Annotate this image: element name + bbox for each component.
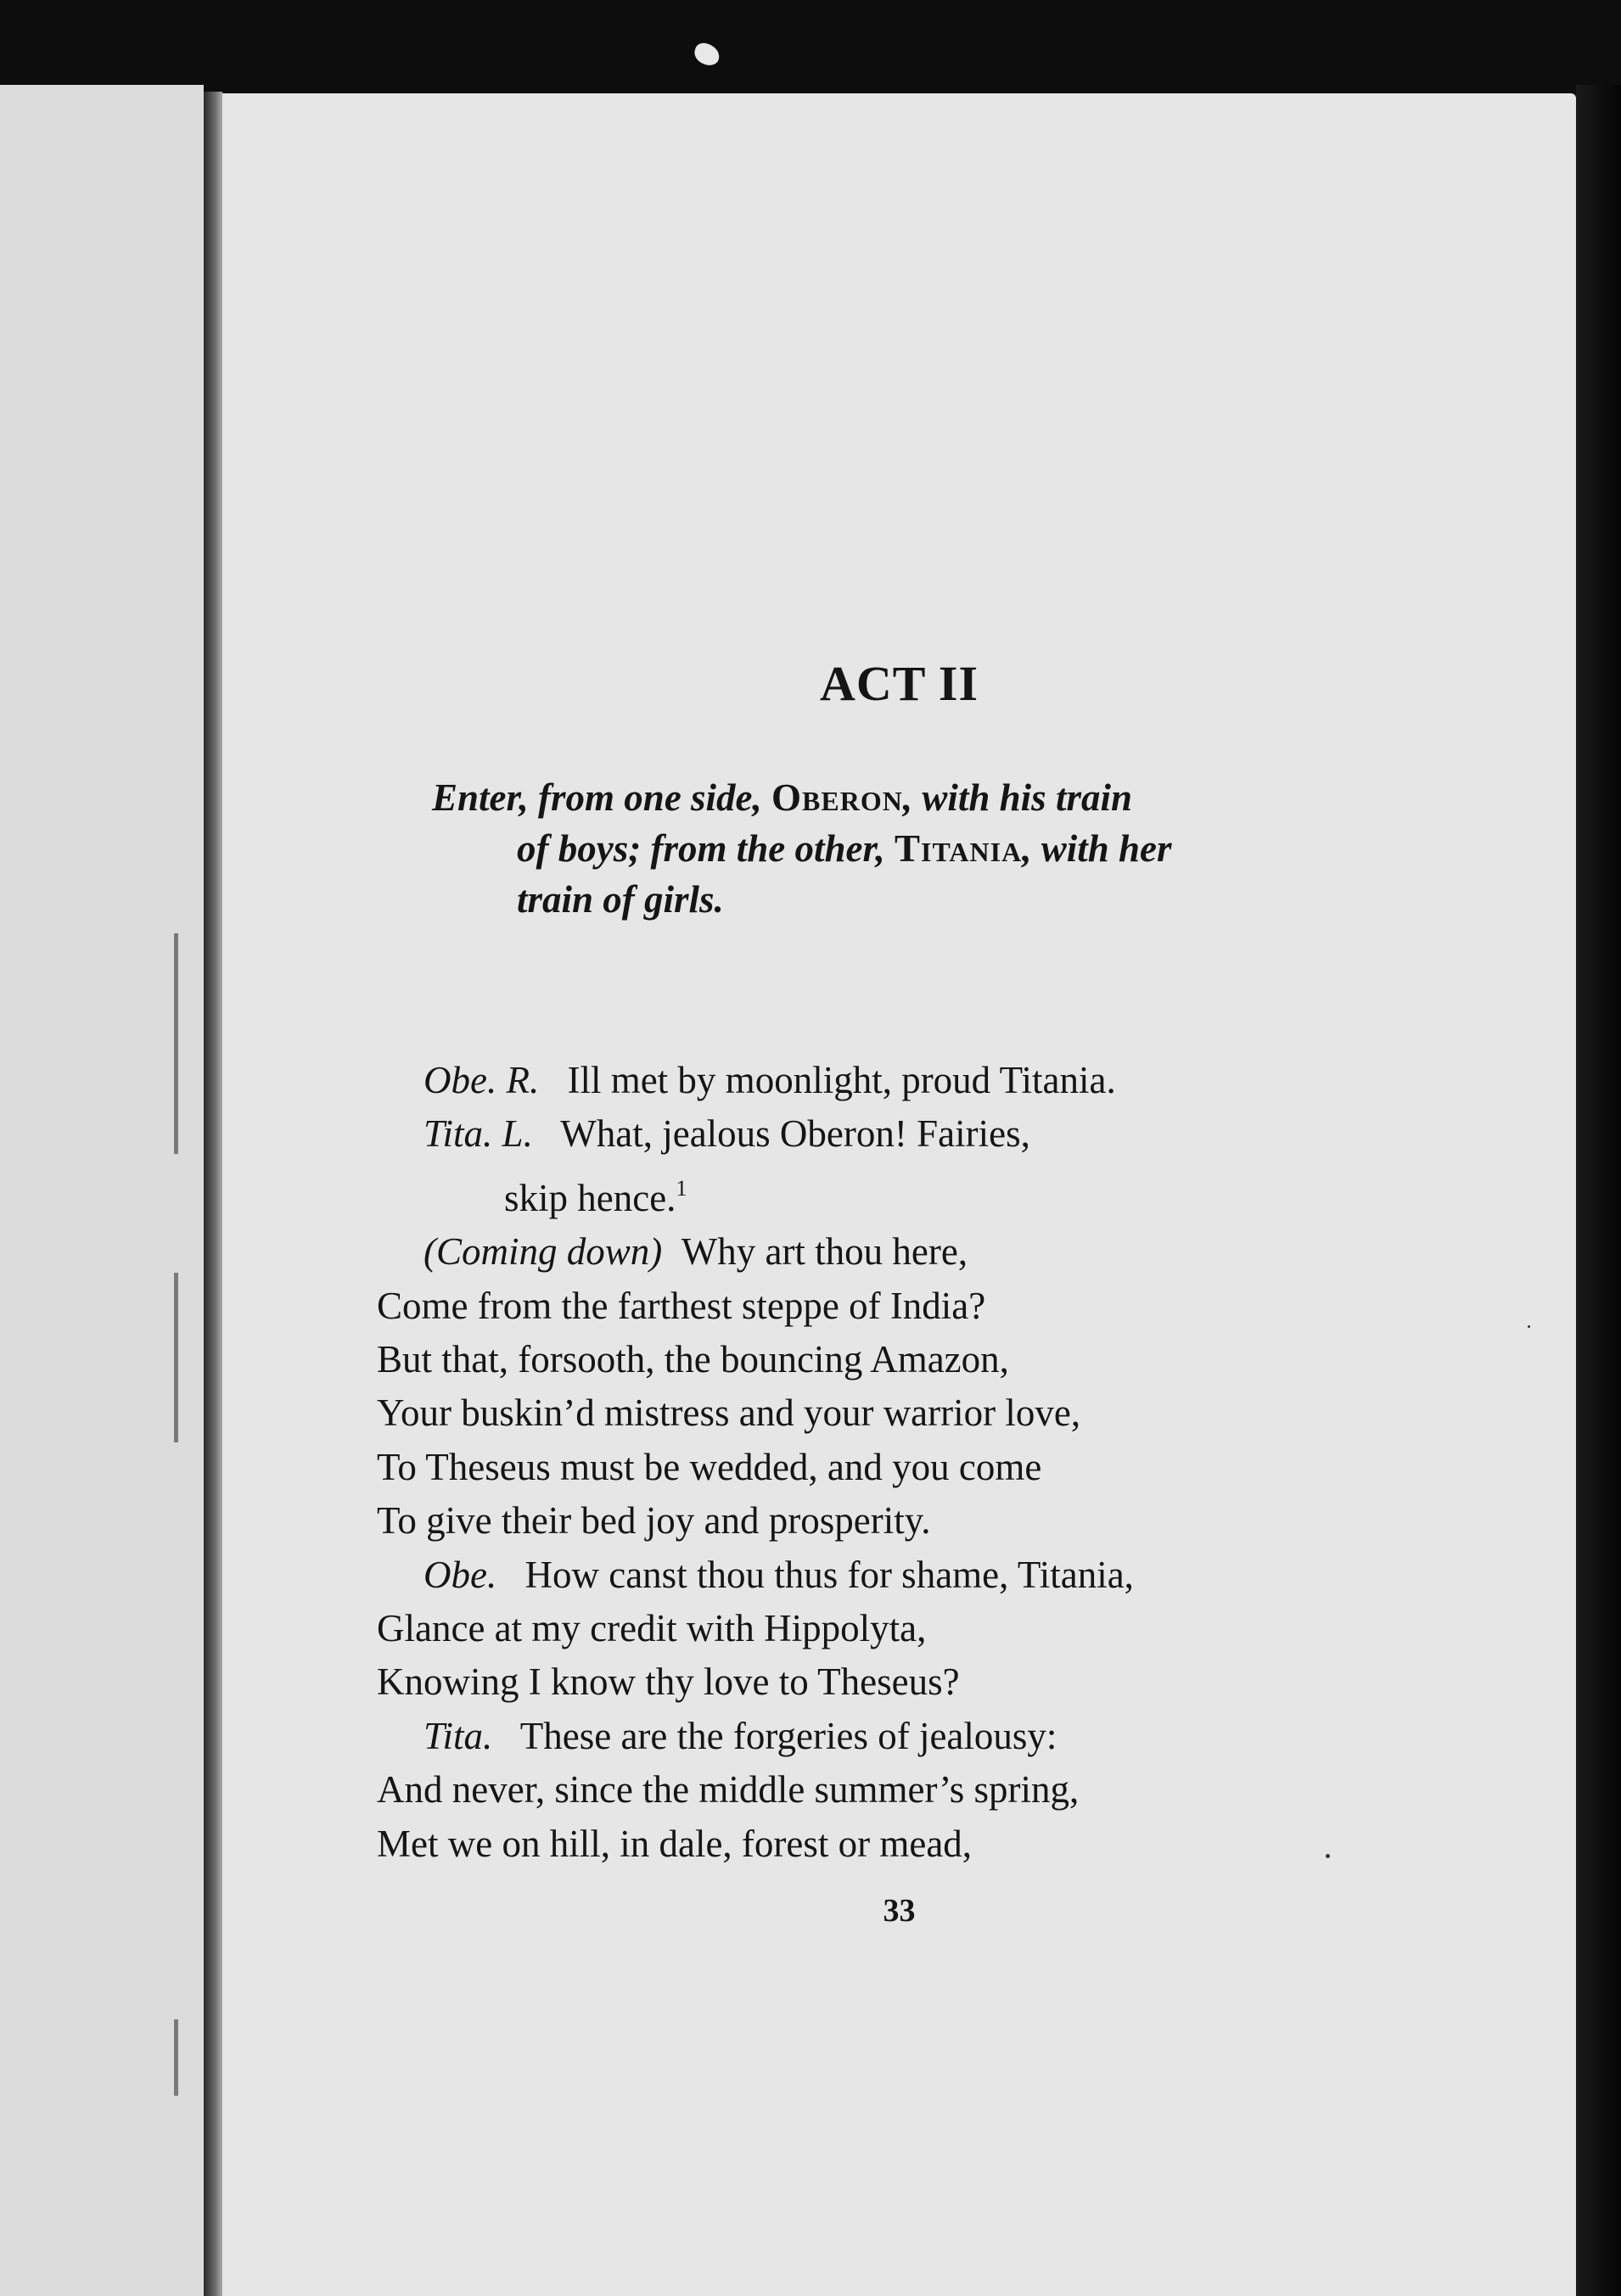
speaker-label: Tita. L. (423, 1112, 533, 1156)
verse-line: To Theseus must be wedded, and you come (377, 1445, 1042, 1488)
scan-border (1576, 85, 1621, 2296)
scan-artifact (1326, 1854, 1330, 1858)
verse-line: And never, since the middle summer’s spring, (377, 1768, 1080, 1812)
verse-line: Met we on hill, in dale, forest or mead, (377, 1822, 973, 1865)
page-number: 33 (883, 1893, 916, 1929)
speaker-label: Obe. (423, 1553, 497, 1596)
verse-line: skip hence.$^1$ (504, 1175, 687, 1219)
verse-line: Obe. R. Ill met by moonlight, proud Titania. (423, 1059, 1116, 1101)
verse-line: But that, forsooth, the bouncing Amazon, (377, 1338, 1009, 1381)
book-page (222, 93, 1576, 2296)
facing-page-edge (0, 85, 204, 2296)
footnote-marker: 1 (676, 1175, 687, 1201)
inline-stage-direction: (Coming down) (423, 1230, 663, 1274)
verse-line: (Coming down) Why art thou here, (423, 1230, 968, 1274)
stage-direction-line: train of girls. (517, 878, 724, 921)
verse-block (377, 1054, 1548, 1871)
verse-line: Your buskin’d mistress and your warrior love, (377, 1392, 1081, 1435)
character-name-oberon: Oberon (771, 776, 903, 819)
book-gutter (204, 92, 222, 2296)
verse-line: Come from the farthest steppe of India? (377, 1284, 986, 1327)
stage-direction-line: of boys; from the other, Titania, with her (517, 827, 1172, 870)
act-heading: ACT II (819, 656, 979, 711)
verse-line: Tita. L. What, jealous Oberon! Fairies, (423, 1112, 1030, 1156)
character-name-titania: Titania (895, 827, 1023, 870)
speaker-label: Tita. (423, 1714, 493, 1757)
scan-artifact (174, 2019, 178, 2096)
scan-artifact (174, 1273, 178, 1442)
verse-line: Obe. How canst thou thus for shame, Titania, (423, 1553, 1134, 1596)
scan-artifact (174, 933, 178, 1154)
stage-direction (432, 772, 1366, 925)
verse-line: Glance at my credit with Hippolyta, (377, 1607, 927, 1650)
verse-line: Tita. These are the forgeries of jealousy: (423, 1714, 1057, 1757)
scan-artifact (692, 41, 722, 68)
stage-direction-line: Enter, from one side, Oberon, with his train (432, 776, 1132, 819)
speaker-label: Obe. R. (423, 1059, 540, 1101)
verse-line: Knowing I know thy love to Theseus? (377, 1660, 960, 1704)
scan-artifact (1528, 1325, 1530, 1328)
verse-line: To give their bed joy and prosperity. (377, 1499, 931, 1543)
